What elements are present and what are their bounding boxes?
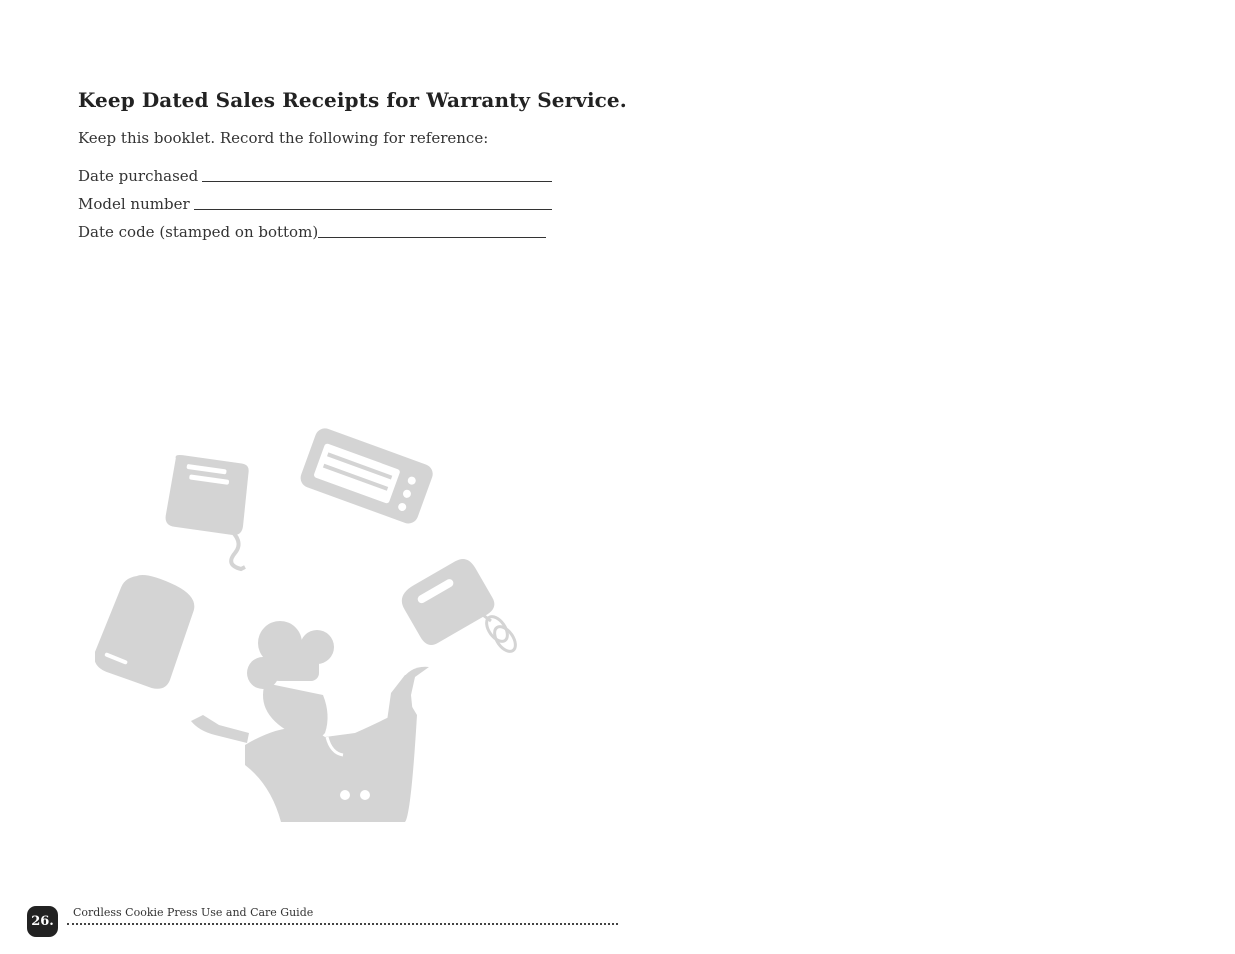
chef-juggling-appliances-icon [95, 415, 535, 825]
date-purchased-line[interactable] [202, 180, 552, 182]
model-number-field[interactable] [78, 193, 552, 213]
date-purchased-label: Date purchased [78, 167, 199, 185]
footer-guide-title: Cordless Cookie Press Use and Care Guide [73, 906, 314, 919]
date-purchased-field[interactable] [78, 165, 552, 185]
side-toaster-icon [95, 566, 204, 695]
date-code-label: Date code (stamped on bottom) [78, 223, 319, 241]
hand-mixer-icon [396, 554, 498, 649]
intro-text: Keep this booklet. Record the following for reference: [78, 129, 489, 147]
model-number-line[interactable] [194, 208, 552, 210]
model-number-label: Model number [78, 195, 190, 213]
footer-dotted-rule [67, 923, 618, 925]
chef-figure-icon [191, 621, 429, 822]
page-title: Keep Dated Sales Receipts for Warranty Service. [78, 88, 627, 112]
page-number: 26. [31, 914, 54, 929]
toaster-oven-icon [298, 426, 436, 527]
toaster-icon [164, 454, 251, 536]
page-number-badge [27, 906, 58, 937]
date-code-field[interactable] [78, 221, 546, 241]
date-code-line[interactable] [318, 236, 546, 238]
